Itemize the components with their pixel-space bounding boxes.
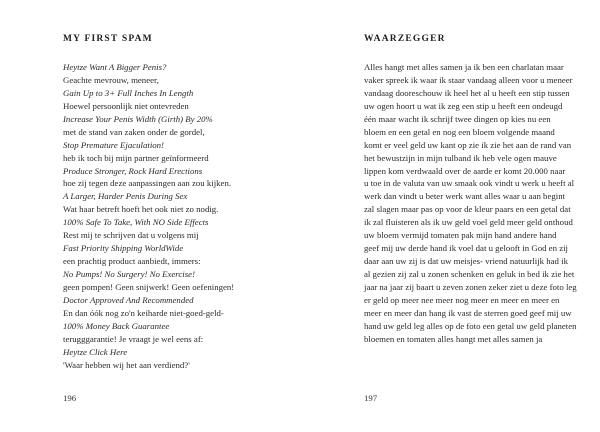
poem-line: uw ogen hoort u wat ik zeg een stip u heeft een ondeugd (364, 100, 563, 111)
poem-line: hand uw geld leg alles op de foto een getal uw geld planeten (364, 320, 577, 331)
poem-line: Fast Priority Shipping WorldWide (63, 243, 184, 254)
poem-line: meer en meer dan hang ik vast de sterren goed geef mij uw (364, 307, 572, 318)
poem-line: ik zal fluisteren als ik uw geld voel geld meer geld onthoud (364, 217, 573, 228)
poem-line: hoe zij tegen deze aanpassingen aan zou kijken. (63, 178, 232, 189)
poem-line: No Pumps! No Surgery! No Exercise! (63, 269, 196, 279)
poem-line: terugggarantie! Je vraagt je wel eens af: (63, 333, 204, 344)
poem-line: zal slagen maar pas op voor de kleur paars en een getal dat (364, 204, 571, 215)
poem-line: Heytze Click Here (63, 346, 128, 357)
poem-line: 'Waar hebben wij het aan verdiend?' (63, 359, 190, 370)
poem-line: geen pompen! Geen snijwerk! Geen oefeningen! (63, 281, 235, 292)
poem-line: u toe in de valuta van uw smaak ook vindt u werk u heeft al (364, 178, 575, 189)
poem-line: vandaag dooreschouw ik heel het al u heeft een stip tussen (364, 87, 570, 98)
poem-line: met de stand van zaken onder de gordel, (63, 126, 205, 137)
poem-line: bloemen en tomaten alles hangt met alles samen ja (364, 333, 543, 344)
poem-line: komt er veel geld uw kant op zie ik zie het aan de rand van (364, 139, 572, 150)
poem-line: een prachtig product aanbiedt, immers: (63, 256, 201, 267)
poem-line: Alles hangt met alles samen ja ik ben een charlatan maar (364, 62, 564, 72)
poem-line: 100% Safe To Take, With NO Side Effects (63, 217, 209, 228)
page-number: 197 (364, 393, 378, 403)
poem-line: uw bloem vermijd tomaten pak mijn hand andere hand (364, 230, 557, 241)
poem-line: één maar wacht ik schrijf twee dingen op kies nu een (364, 113, 551, 124)
poem-line: Heytze Want A Bigger Penis? (63, 62, 167, 72)
poem-line: bloem en een getal en nog een bloem volgende maand (364, 126, 555, 137)
poem-line: Hoewel persoonlijk niet ontevreden (63, 100, 189, 111)
poem-line: werk dan vindt u beter werk want alles waar u aan begint (364, 191, 566, 202)
poem-line: Produce Stronger, Rock Hard Erections (63, 165, 203, 176)
page-title: MY FIRST SPAM (63, 34, 153, 44)
poem-line: vaker spreek ik waar ik staar vandaag alleen voor u meneer (364, 74, 573, 85)
page-title: WAARZEGGER (364, 34, 446, 44)
poem-line: er geld op meer nee meer nog meer en meer en meer en (364, 294, 560, 305)
poem-line: geef mij uw derde hand ik voel dat u gelooft in God en zij (364, 243, 568, 254)
poem-line: Geachte mevrouw, meneer, (63, 74, 159, 85)
poem-line: Increase Your Penis Width (Girth) By 20% (63, 113, 213, 124)
poem-line: 100% Money Back Guarantee (63, 320, 170, 331)
poem-line: jaar na jaar zij baart u zeven zonen zeker ziet u deze foto leg (364, 281, 577, 292)
page-number: 196 (63, 393, 77, 403)
poem-line: al gezien zij zal u zonen schenken en geluk in bed ik zie het (364, 269, 575, 279)
poem-line: daar aan uw zij is dat uw meisjes- vriend natuurlijk had ik (364, 256, 568, 267)
poem-body (63, 61, 283, 372)
poem-body (364, 61, 596, 346)
poem-line: lippen kom verdwaald over de aarde er komt 20.000 naar (364, 165, 566, 176)
poem-line: En dan óók nog zo'n keiharde niet-goed-geld- (63, 307, 224, 318)
poem-line: Wat haar betreft hoeft het ook niet zo nodig. (63, 204, 219, 215)
poem-line: A Larger, Harder Penis During Sex (63, 191, 188, 202)
poem-line: Gain Up to 3+ Full Inches In Length (63, 87, 194, 98)
poem-line: heb ik toch bij mijn partner geïnformeerd (63, 152, 209, 163)
poem-line: Stop Premature Ejaculation! (63, 139, 164, 150)
poem-line: Doctor Approved And Recommended (63, 294, 194, 305)
poem-line: het bewustzijn in mijn tulband ik heb vele ogen mauve (364, 152, 557, 163)
right-page (300, 0, 600, 432)
poem-line: Rest mij te schrijven dat u volgens mij (63, 230, 199, 241)
